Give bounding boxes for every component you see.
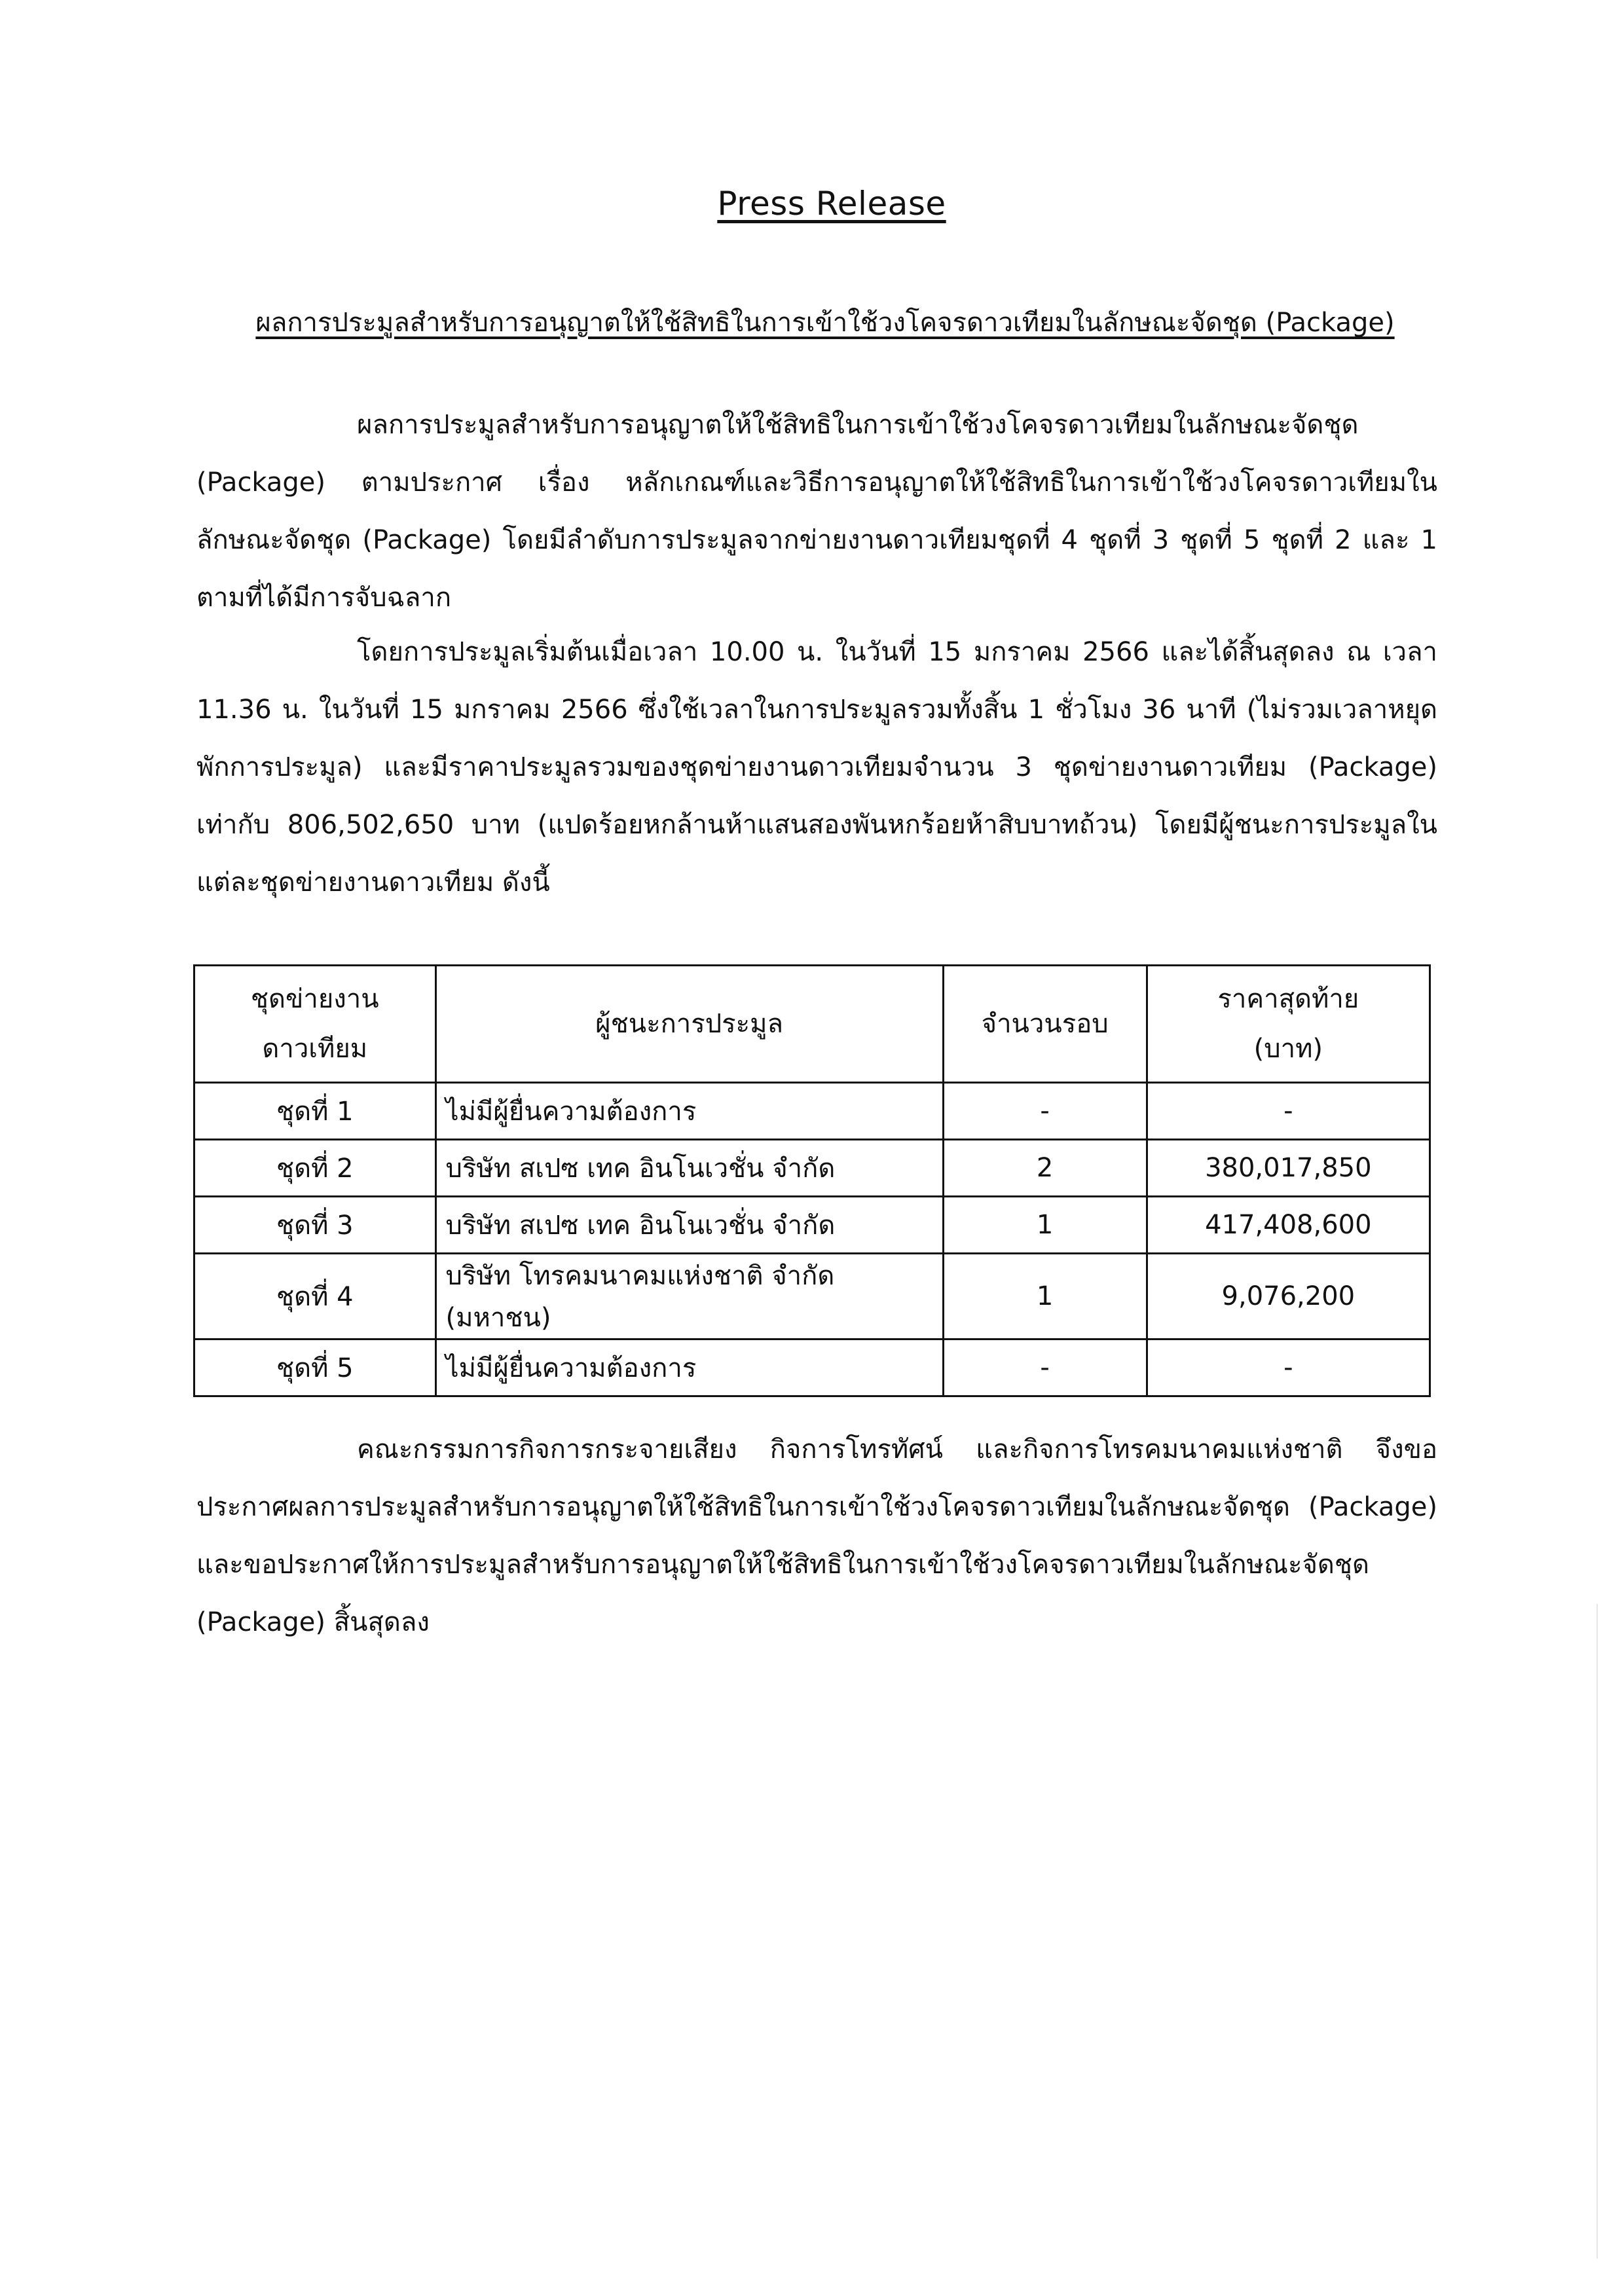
table-row (194, 1140, 1430, 1197)
header-set: ชุดข่ายงานดาวเทียม (194, 966, 436, 1083)
cell-set: ชุดที่ 4 (194, 1254, 436, 1339)
cell-winner: ไม่มีผู้ยื่นความต้องการ (435, 1083, 943, 1140)
table-row (194, 1254, 1430, 1339)
cell-winner: บริษัท สเปซ เทค อินโนเวชั่น จำกัด (435, 1197, 943, 1254)
cell-rounds: - (943, 1339, 1147, 1396)
table-row (194, 1339, 1430, 1396)
cell-winner: บริษัท สเปซ เทค อินโนเวชั่น จำกัด (435, 1140, 943, 1197)
table-row (194, 1083, 1430, 1140)
paragraph-announcement (196, 1421, 1437, 1651)
cell-rounds: 1 (943, 1254, 1147, 1339)
cell-price: 417,408,600 (1147, 1197, 1430, 1254)
cell-price: 9,076,200 (1147, 1254, 1430, 1339)
cell-rounds: 1 (943, 1197, 1147, 1254)
header-price-label: ราคาสุดท้าย (1217, 984, 1359, 1014)
scan-edge-line (1596, 1604, 1598, 2259)
cell-set: ชุดที่ 2 (194, 1140, 436, 1197)
header-price (1147, 966, 1430, 1083)
cell-winner: ไม่มีผู้ยื่นความต้องการ (435, 1339, 943, 1396)
cell-set: ชุดที่ 1 (194, 1083, 436, 1140)
cell-set: ชุดที่ 3 (194, 1197, 436, 1254)
document-title: Press Release (717, 185, 946, 223)
cell-set: ชุดที่ 5 (194, 1339, 436, 1396)
header-price-unit: (บาท) (1253, 1034, 1323, 1064)
paragraph-auction-details-text: โดยการประมูลเริ่มต้นเมื่อเวลา 10.00 น. ในวันที่ 15 มกราคม 2566 และได้สิ้นสุดลง ณ เวลา 11.36 น. ในวันที่ 15 มกราคม 2566 ซึ่งใช้เวลาในการประมูลรวมทั้งสิ้น 1 ชั่วโมง 36 นาที (ไม่รวมเวลาหยุดพักการประมูล) และมีราคาประมูลรวมของชุดข่ายงานดาวเทียมจำนวน 3 ชุดข่ายงานดาวเทียม (Package) เท่ากับ 806,502,650 บาท (แปดร้อยหกล้านห้าแสนสองพันหกร้อยห้าสิบบาทถ้วน) โดยมีผู้ชนะการประมูลในแต่ละชุดข่ายงานดาวเทียม ดังนี้ (196, 637, 1437, 898)
document-subtitle: ผลการประมูลสำหรับการอนุญาตให้ใช้สิทธิในการเข้าใช้วงโคจรดาวเทียมในลักษณะจัดชุด (Package) (255, 308, 1395, 338)
table-row (194, 1197, 1430, 1254)
cell-rounds: - (943, 1083, 1147, 1140)
paragraph-intro (196, 396, 1437, 627)
header-winner: ผู้ชนะการประมูล (435, 966, 943, 1083)
cell-price: - (1147, 1083, 1430, 1140)
paragraph-announcement-text: คณะกรรมการกิจการกระจายเสียง กิจการโทรทัศน์ และกิจการโทรคมนาคมแห่งชาติ จึงขอประกาศผลการประมูลสำหรับการอนุญาตให้ใช้สิทธิในการเข้าใช้วงโคจรดาวเทียมในลักษณะจัดชุด (Package) และขอประกาศให้การประมูลสำหรับการอนุญาตให้ใช้สิทธิในการเข้าใช้วงโคจรดาวเทียมในลักษณะจัดชุด (Package) สิ้นสุดลง (196, 1434, 1437, 1637)
cell-rounds: 2 (943, 1140, 1147, 1197)
cell-price: 380,017,850 (1147, 1140, 1430, 1197)
header-rounds: จำนวนรอบ (943, 966, 1147, 1083)
paragraph-intro-text: ผลการประมูลสำหรับการอนุญาตให้ใช้สิทธิในการเข้าใช้วงโคจรดาวเทียมในลักษณะจัดชุด (Package) ตามประกาศ เรื่อง หลักเกณฑ์และวิธีการอนุญาตให้ใช้สิทธิในการเข้าใช้วงโคจรดาวเทียมในลักษณะจัดชุด (Package) โดยมีลำดับการประมูลจากข่ายงานดาวเทียมชุดที่ 4 ชุดที่ 3 ชุดที่ 5 ชุดที่ 2 และ 1 ตามที่ได้มีการจับฉลาก (196, 410, 1437, 613)
auction-results-table (193, 964, 1431, 1397)
table-header-row (194, 966, 1430, 1083)
paragraph-auction-details (196, 623, 1437, 911)
cell-price: - (1147, 1339, 1430, 1396)
cell-winner: บริษัท โทรคมนาคมแห่งชาติ จำกัด (มหาชน) (435, 1254, 943, 1339)
